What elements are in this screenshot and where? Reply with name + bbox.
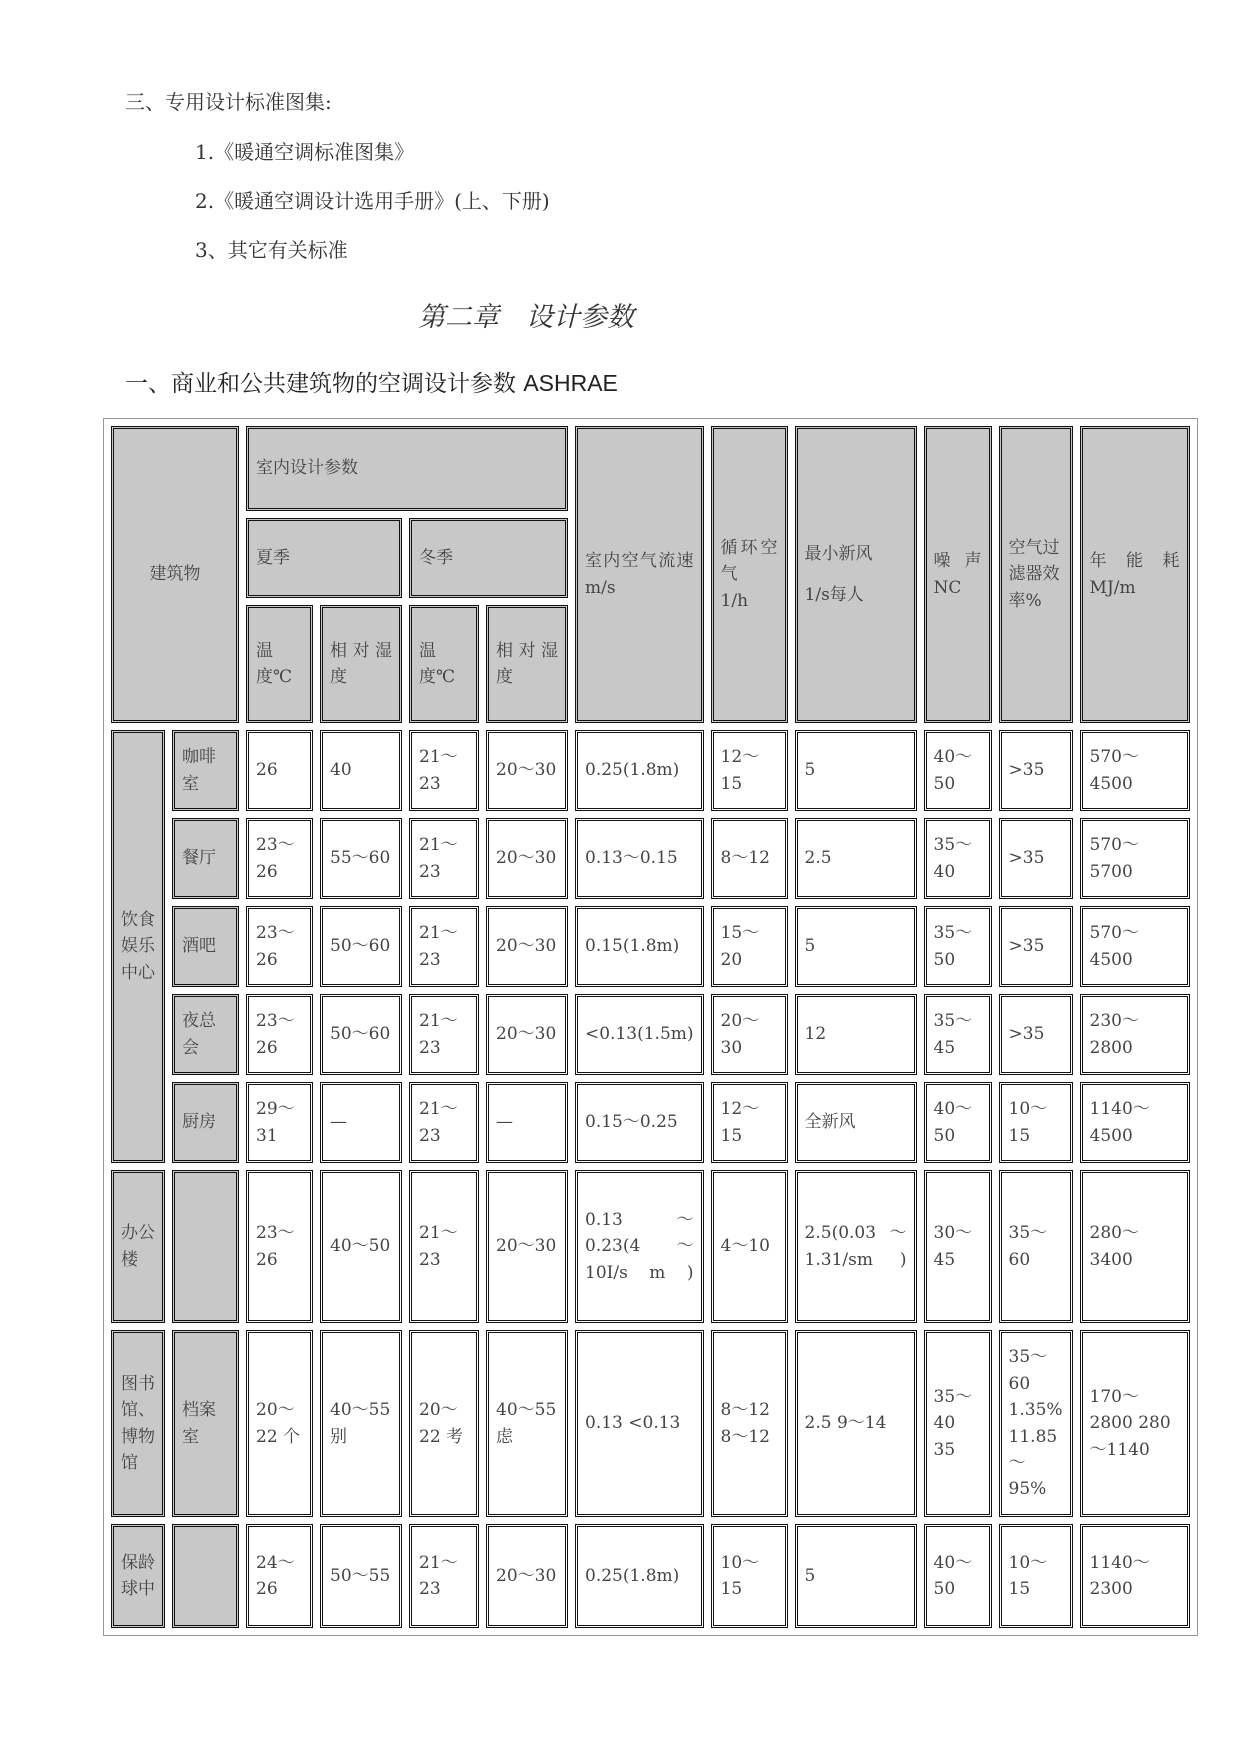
cell-winter-rh: 20～30 bbox=[486, 1170, 568, 1323]
cell-winter-temp: 21～23 bbox=[409, 1170, 479, 1323]
cell-winter-temp: 21～23 bbox=[409, 1082, 479, 1163]
cell-summer-temp: 23～26 bbox=[246, 1170, 313, 1323]
cell-circulation: 12～15 bbox=[711, 730, 788, 811]
header-fresh-air-label: 最小新风 bbox=[804, 544, 873, 565]
cell-noise: 40～50 bbox=[924, 1082, 992, 1163]
cell-summer-temp: 26 bbox=[246, 730, 313, 811]
cell-energy: 1140～4500 bbox=[1080, 1082, 1190, 1163]
cell-filter: 35～60 bbox=[999, 1170, 1073, 1323]
cell-summer-temp: 29～31 bbox=[246, 1082, 313, 1163]
cell-filter: >35 bbox=[999, 730, 1073, 811]
cell-fresh-air: 5 bbox=[795, 1524, 917, 1628]
cell-fresh-air: 5 bbox=[795, 906, 917, 987]
header-summer-rh: 相对湿度 bbox=[320, 605, 402, 723]
header-winter: 冬季 bbox=[409, 518, 568, 598]
section1-title-latin: ASHRAE bbox=[523, 370, 618, 396]
header-circulation-label: 循环空气 bbox=[720, 537, 778, 585]
cell-filter: >35 bbox=[999, 906, 1073, 987]
cell-winter-rh: 20～30 bbox=[486, 818, 568, 899]
row-name bbox=[172, 1524, 239, 1628]
cell-noise: 30～45 bbox=[924, 1170, 992, 1323]
cell-summer-rh: 40～55 别 bbox=[320, 1330, 402, 1517]
cell-airspeed: 0.15(1.8m) bbox=[575, 906, 704, 987]
cell-summer-rh: 40～50 bbox=[320, 1170, 402, 1323]
row-name: 餐厅 bbox=[172, 818, 239, 899]
cell-winter-temp: 21～23 bbox=[409, 1524, 479, 1628]
cell-circulation: 15～20 bbox=[711, 906, 788, 987]
row-name: 档案室 bbox=[172, 1330, 239, 1517]
cell-energy: 170～2800 280～1140 bbox=[1080, 1330, 1190, 1517]
cell-circulation: 20～30 bbox=[711, 994, 788, 1075]
cell-winter-rh: 40～55 虑 bbox=[486, 1330, 568, 1517]
header-building: 建筑物 bbox=[111, 426, 239, 723]
cell-summer-rh: 50～55 bbox=[320, 1524, 402, 1628]
cell-noise: 35～40 35 bbox=[924, 1330, 992, 1517]
cell-noise: 35～45 bbox=[924, 994, 992, 1075]
section1-title-text: 一、商业和公共建筑物的空调设计参数 bbox=[125, 371, 516, 397]
section3-title: 三、专用设计标准图集: bbox=[125, 90, 332, 114]
standard-item-3: 3、其它有关标准 bbox=[195, 238, 348, 262]
cell-summer-temp: 23～26 bbox=[246, 994, 313, 1075]
cell-energy: 570～4500 bbox=[1080, 906, 1190, 987]
cell-filter: 10～15 bbox=[999, 1082, 1073, 1163]
group-office: 办公楼 bbox=[111, 1170, 165, 1323]
header-fresh-air-unit: 1/s每人 bbox=[804, 584, 864, 605]
cell-energy: 1140～2300 bbox=[1080, 1524, 1190, 1628]
cell-winter-temp: 20～22 考 bbox=[409, 1330, 479, 1517]
cell-winter-temp: 21～23 bbox=[409, 818, 479, 899]
row-name: 酒吧 bbox=[172, 906, 239, 987]
cell-filter: >35 bbox=[999, 994, 1073, 1075]
cell-summer-temp: 20～22 个 bbox=[246, 1330, 313, 1517]
cell-winter-rh: 20～30 bbox=[486, 994, 568, 1075]
cell-noise: 35～40 bbox=[924, 818, 992, 899]
header-indoor: 室内设计参数 bbox=[246, 426, 568, 511]
group-bowling: 保龄球中 bbox=[111, 1524, 165, 1628]
header-airspeed: 室内空气流速m/s bbox=[575, 426, 704, 723]
cell-airspeed: 0.25(1.8m) bbox=[575, 1524, 704, 1628]
cell-fresh-air: 2.5 bbox=[795, 818, 917, 899]
standard-item-2: 2.《暖通空调设计选用手册》(上、下册) bbox=[195, 189, 550, 213]
cell-summer-rh: 55～60 bbox=[320, 818, 402, 899]
cell-fresh-air: 2.5 9～14 bbox=[795, 1330, 917, 1517]
cell-airspeed: 0.15～0.25 bbox=[575, 1082, 704, 1163]
cell-circulation: 8～12 8～12 bbox=[711, 1330, 788, 1517]
header-circulation bbox=[711, 426, 788, 723]
standard-item-1: 1.《暖通空调标准图集》 bbox=[195, 140, 415, 164]
header-summer: 夏季 bbox=[246, 518, 402, 598]
header-summer-temp: 温度℃ bbox=[246, 605, 313, 723]
cell-airspeed: 0.13 <0.13 bbox=[575, 1330, 704, 1517]
header-circulation-unit: 1/h bbox=[720, 590, 749, 611]
cell-winter-rh: 20～30 bbox=[486, 730, 568, 811]
row-name: 夜总会 bbox=[172, 994, 239, 1075]
cell-energy: 570～4500 bbox=[1080, 730, 1190, 811]
header-filter: 空气过滤器效率% bbox=[999, 426, 1073, 723]
row-name: 咖啡室 bbox=[172, 730, 239, 811]
cell-summer-temp: 23～26 bbox=[246, 906, 313, 987]
cell-fresh-air: 12 bbox=[795, 994, 917, 1075]
cell-airspeed: 0.13 ～ 0.23(4 ～ 10I/s m ) bbox=[575, 1170, 704, 1323]
cell-circulation: 10～15 bbox=[711, 1524, 788, 1628]
section1-title bbox=[125, 365, 618, 398]
cell-filter: 35～60 1.35% 11.85 ～95% bbox=[999, 1330, 1073, 1517]
cell-noise: 40～50 bbox=[924, 730, 992, 811]
cell-filter: >35 bbox=[999, 818, 1073, 899]
cell-airspeed: 0.25(1.8m) bbox=[575, 730, 704, 811]
cell-winter-temp: 21～23 bbox=[409, 994, 479, 1075]
cell-energy: 570～5700 bbox=[1080, 818, 1190, 899]
cell-circulation: 8～12 bbox=[711, 818, 788, 899]
cell-energy: 230～2800 bbox=[1080, 994, 1190, 1075]
chapter-title: 第二章 设计参数 bbox=[418, 302, 634, 333]
cell-energy: 280～3400 bbox=[1080, 1170, 1190, 1323]
cell-fresh-air: 2.5(0.03 ～ 1.31/sm ) bbox=[795, 1170, 917, 1323]
cell-summer-temp: 23～26 bbox=[246, 818, 313, 899]
cell-circulation: 4～10 bbox=[711, 1170, 788, 1323]
row-name bbox=[172, 1170, 239, 1323]
cell-summer-temp: 24～26 bbox=[246, 1524, 313, 1628]
cell-summer-rh: 50～60 bbox=[320, 994, 402, 1075]
cell-summer-rh: — bbox=[320, 1082, 402, 1163]
cell-summer-rh: 50～60 bbox=[320, 906, 402, 987]
cell-noise: 40～50 bbox=[924, 1524, 992, 1628]
cell-airspeed: 0.13～0.15 bbox=[575, 818, 704, 899]
header-winter-temp: 温度℃ bbox=[409, 605, 479, 723]
cell-noise: 35～50 bbox=[924, 906, 992, 987]
design-parameter-table bbox=[103, 418, 1198, 1636]
cell-circulation: 12～15 bbox=[711, 1082, 788, 1163]
cell-winter-rh: — bbox=[486, 1082, 568, 1163]
header-energy: 年 能 耗MJ/m bbox=[1080, 426, 1190, 723]
group-library-museum: 图书馆、博物馆 bbox=[111, 1330, 165, 1517]
cell-winter-rh: 20～30 bbox=[486, 906, 568, 987]
cell-airspeed: <0.13(1.5m) bbox=[575, 994, 704, 1075]
cell-fresh-air: 全新风 bbox=[795, 1082, 917, 1163]
cell-winter-rh: 20～30 bbox=[486, 1524, 568, 1628]
cell-filter: 10～15 bbox=[999, 1524, 1073, 1628]
header-fresh-air bbox=[795, 426, 917, 723]
header-noise: 噪 声NC bbox=[924, 426, 992, 723]
group-dining-entertainment: 饮食娱乐中心 bbox=[111, 730, 165, 1163]
cell-winter-temp: 21～23 bbox=[409, 906, 479, 987]
cell-summer-rh: 40 bbox=[320, 730, 402, 811]
header-winter-rh: 相对湿度 bbox=[486, 605, 568, 723]
row-name: 厨房 bbox=[172, 1082, 239, 1163]
cell-fresh-air: 5 bbox=[795, 730, 917, 811]
cell-winter-temp: 21～23 bbox=[409, 730, 479, 811]
